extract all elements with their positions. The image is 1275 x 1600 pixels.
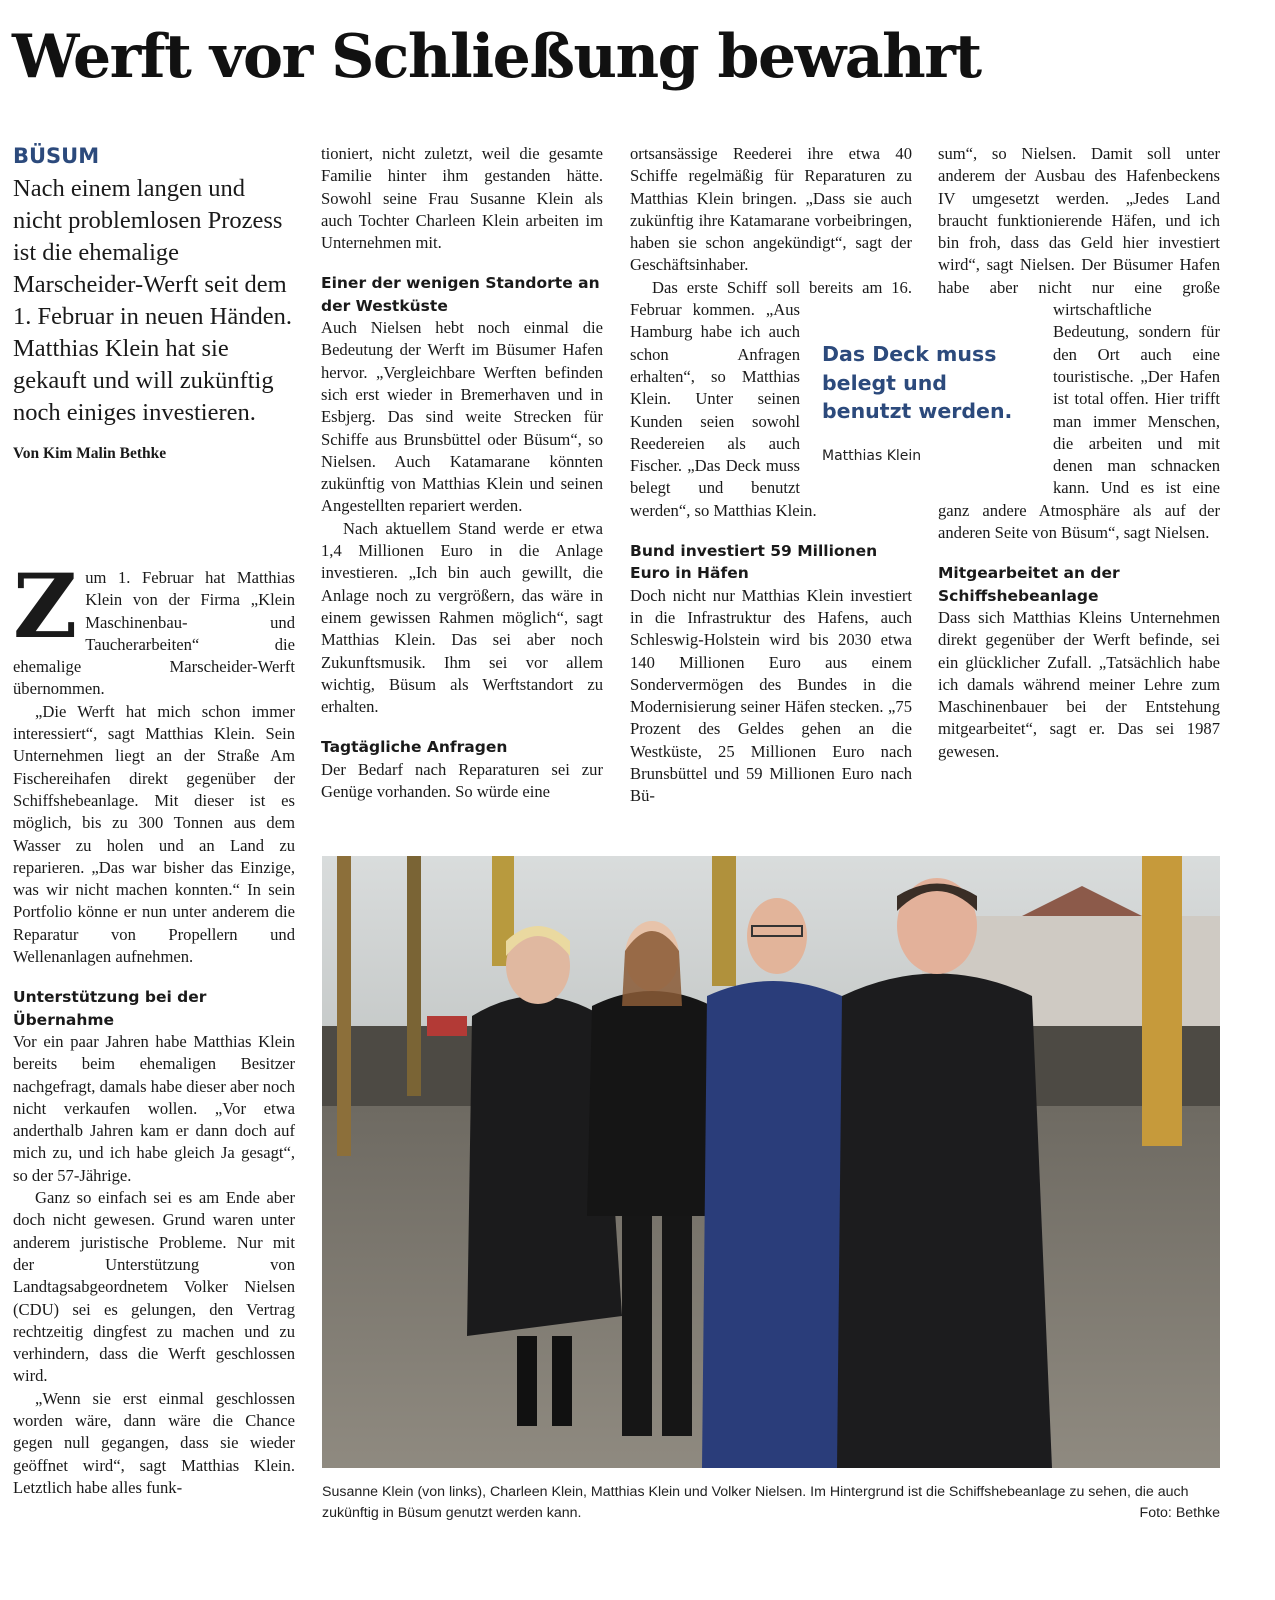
photo-credit: Foto: Bethke	[1139, 1505, 1220, 1521]
paragraph: Nach aktuellem Stand werde er etwa 1,4 Millionen Euro in die Anlage investieren. „Ich bin auch gewillt, die Anlage noch zu vergrößern, das wäre in einem gewissen Rahmen möglich“, sagt Matthias Klein. Das sei aber noch Zukunftsmusik. Ihm sei vor allem wichtig, Büsum als Werftstandort zu erhalten.	[321, 518, 603, 717]
byline: Von Kim Malin Bethke	[13, 445, 167, 462]
pole	[712, 856, 736, 986]
article-photo	[322, 856, 1220, 1468]
paragraph: „Die Werft hat mich schon immer interessiert“, sagt Matthias Klein. Sein Unternehmen liegt an der Straße Am Fischereihafen direkt gegenüber der Schiffshebeanlage. Mit dieser ist es möglich, bis zu 300 Tonnen aus dem Wasser zu holen und an Land zu reparieren. „Das war bisher das Einzige, was wir nicht machen konnten.“ In sein Portfolio könne er nun unter anderem die Reparatur von Propellern und Wellenanlagen aufnehmen.	[13, 701, 295, 967]
subheading: Bund investiert 59 Millionen Euro in Häfen	[630, 542, 878, 583]
paragraph	[13, 554, 295, 701]
boat	[427, 1016, 467, 1036]
column-2	[321, 143, 603, 803]
subheading: Tagtägliche Anfragen	[321, 738, 508, 757]
column-1-body	[13, 554, 295, 1499]
paragraph: Das erste Schiff soll bereits am 16. Februar kommen. „Aus Hamburg habe ich auch schon Anfragen erhalten“, so Matthias Klein. Unter seinen Kunden seien sowohl Reedereien als auch Fischer. „Das Deck muss belegt und benutzt werden“, so Matthias Klein.	[630, 277, 912, 520]
paragraph: Auch Nielsen hebt noch einmal die Bedeutung der Werft im Büsumer Hafen hervor. „Vergleichbare Werften befinden sich erst wieder in Bremerhaven und in Esbjerg. Das sind weite Strecken für Schiffe aus Brunsbüttel oder Büsum“, so Nielsen. Auch Katamarane könnten zukünftig von Matthias Klein und seinen Angestellten repariert werden.	[321, 318, 603, 516]
photo-caption	[322, 1482, 1220, 1524]
paragraph: tioniert, nicht zuletzt, weil die gesamte Familie hinter ihm gestanden hätte. Sowohl seine Frau Susanne Klein als auch Tochter Charleen Klein arbeiten im Unternehmen mit.	[321, 144, 603, 253]
paragraph: sum“, so Nielsen. Damit soll unter anderem der Ausbau des Hafenbeckens IV umgesetzt werden. „Jedes Land braucht funktionierende Häfen, und ich bin froh, dass das Geld hier investiert wird“, sagt Nielsen. Der Büsumer Hafen habe aber nicht nur eine große wirtschaftliche Bedeutung, sondern für den Ort auch eine touristische. „Der Hafen ist total offen. Hier trifft man immer Menschen, die arbeiten und mit denen man schnacken kann. Und es ist eine ganz andere Atmosphäre als auf der anderen Seite von Büsum“, sagt Nielsen.	[938, 144, 1220, 543]
lead-text: Nach einem langen und nicht problemlosen Prozess ist die ehemalige Marscheider-Werft seit dem 1. Februar in neuen Händen. Matthias Klein hat sie gekauft und will zukünftig noch einiges investieren.	[13, 175, 292, 426]
column-1-intro	[13, 143, 295, 465]
pole	[1142, 856, 1182, 1146]
pull-quote-text: Das Deck muss belegt und benutzt werden.	[822, 342, 1013, 423]
paragraph: Der Bedarf nach Reparaturen sei zur Genüge vorhanden. So würde eine	[321, 759, 603, 802]
paragraph: Ganz so einfach sei es am Ende aber doch nicht gewesen. Grund waren unter anderem juristische Probleme. Nur mit der Unterstützung von Landtagsabgeordnetem Volker Nielsen (CDU) sei es gelungen, den Vertrag rechtzeitig dingfest zu machen und zu verhindern, dass die Werft geschlossen wird.	[13, 1188, 295, 1386]
photo-scene	[322, 856, 1220, 1468]
drop-cap: Z	[13, 554, 78, 658]
paragraph: ortsansässige Reederei ihre etwa 40 Schiffe regelmäßig für Reparaturen zu Matthias Klein bringen. „Dass sie auch zukünftig ihre Katamarane vorbeibringen, haben sie schon angekündigt“, sagt der Geschäftsinhaber.	[630, 144, 912, 275]
paragraph: Vor ein paar Jahren habe Matthias Klein bereits beim ehemaligen Besitzer nachgefragt, damals habe dieser aber noch nicht verkaufen wollen. „Vor etwa anderthalb Jahren kam er dann doch auf mich zu, und ich habe gleich Ja gesagt“, so der 57-Jährige.	[13, 1031, 295, 1185]
subheading: Einer der wenigen Standorte an der Westküste	[321, 274, 600, 315]
pole	[407, 856, 421, 1096]
subheading: Unterstützung bei der Übernahme	[13, 988, 207, 1029]
pole	[337, 856, 351, 1156]
dateline: BÜSUM	[13, 144, 100, 168]
column-3	[630, 143, 912, 808]
paragraph: Doch nicht nur Matthias Klein investiert in die Infrastruktur des Hafens, auch Schleswig-Holstein wird bis 2030 etwa 140 Millionen Euro aus einem Sondervermögen des Bundes in die Modernisierung seiner Häfen stecken. „75 Prozent des Geldes gehen an die Westküste, 25 Millionen Euro nach Brunsbüttel und 59 Millionen Euro nach Bü-	[630, 585, 912, 806]
paragraph-text: um 1. Februar hat Matthias Klein von der Firma „Klein Maschinenbau- und Taucherarbeiten“ die ehemalige Marscheider-Werft übernommen.	[13, 568, 295, 699]
headline: Werft vor Schließung bewahrt	[12, 22, 981, 92]
pull-quote-author: Matthias Klein	[822, 447, 922, 464]
subheading: Mitgearbeitet an der Schiffshebeanlage	[938, 564, 1120, 605]
paragraph: Dass sich Matthias Kleins Unternehmen direkt gegenüber der Werft befinde, sei ein glücklicher Zufall. „Tatsächlich habe ich damals während meiner Lehre zum Maschinenbauer bei der Entstehung mitgearbeitet“, sagt er. Das sei 1987 gewesen.	[938, 607, 1220, 761]
caption-text: Susanne Klein (von links), Charleen Klein, Matthias Klein und Volker Nielsen. Im Hintergrund ist die Schiffshebeanlage zu sehen, die auch zukünftig in Büsum genutzt werden kann.	[322, 1484, 1189, 1521]
pull-quote	[822, 340, 1032, 464]
paragraph: „Wenn sie erst einmal geschlossen worden wäre, dann wäre die Chance gegen null gegangen, dass sie wieder geöffnet wird“, sagt Matthias Klein. Letztlich habe alles funk-	[13, 1388, 295, 1497]
